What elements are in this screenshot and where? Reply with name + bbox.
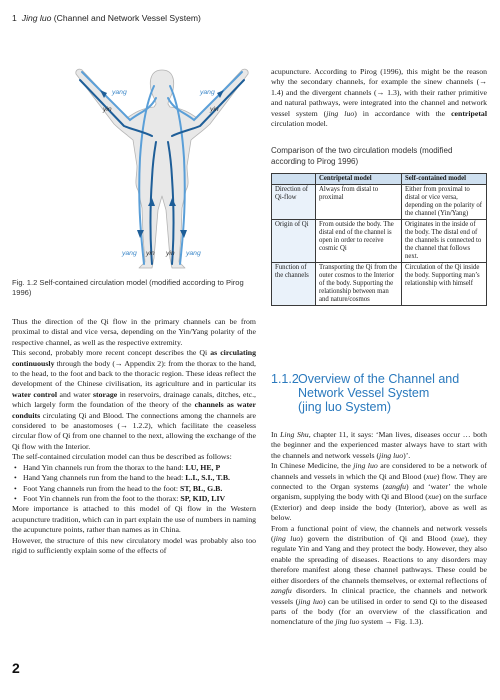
table-row — [272, 185, 487, 220]
list-item: • Hand Yin channels run from the thorax to the hand: LU, HE, P — [12, 463, 256, 473]
right-column-body — [271, 430, 487, 628]
chapter-title-rest: (Channel and Network Vessel System) — [53, 13, 201, 23]
section-heading-line2: Network Vessel System — [298, 386, 430, 400]
list-item: • Foot Yin channels run from the foot to the thorax: SP, KID, LIV — [12, 494, 256, 504]
left-column — [12, 317, 256, 556]
paragraph: From a functional point of view, the channels and network vessels (jing luo) govern the distribution of Qi and Blood (xue), they regulate Yin and Yang and they protect the body. However, they also enable the spreading of diseases. Reactions to any disorders may therefore manifest along these channel pathways. These could be either disorders of the channels themselves, or external reflections of zangfu disorders. In clinical practice, the channels and network vessels (jing luo) can be utilised in order to send Qi to the diseased parts of the body (for an overview of the classification and nomenclature of the jing luo system → Fig. 1.3). — [271, 523, 488, 627]
paragraph: Thus the direction of the Qi flow in the primary channels can be from proximal to distal and vice versa, depending on the Yin/Yang polarity of the respective channel, as well as the respective extremity. — [12, 317, 256, 347]
section-heading-line1: 1.1.2Overview of the Channel and — [271, 372, 460, 386]
label-yin-left: yin — [103, 106, 112, 113]
body-channel-diagram — [60, 58, 265, 273]
table-cell: Always from distal to proximal — [316, 185, 402, 220]
label-yang-right: yang — [200, 89, 215, 96]
section-heading-line3: (jing luo System) — [298, 400, 392, 414]
table-row-header: Function of the channels — [272, 263, 316, 306]
table-cell: Circulation of the Qi inside the body. Supporting man’s relationship with himself — [402, 263, 487, 306]
table-cell: Transporting the Qi from the outer cosmos to the Interior of the body. Supporting the relationship between man and nature/cosmos — [316, 263, 402, 306]
table-header-cell: Centripetal model — [316, 174, 402, 185]
figure-caption: Fig. 1.2 Self-contained circulation model (modified according to Pirog 1996) — [12, 278, 244, 297]
label-yin-right: yin — [210, 106, 219, 113]
circulation-figure — [60, 58, 265, 273]
table-header-row — [272, 174, 487, 185]
paragraph: However, the structure of this new circulatory model was probably also too rigid to sufficiently explain some of the effects of — [12, 535, 256, 555]
section-heading — [271, 372, 487, 414]
table-caption: Comparison of the two circulation models (modified according to Pirog 1996) — [271, 146, 453, 166]
running-head — [12, 13, 201, 23]
list-item: • Hand Yang channels run from the hand to the head: L.I., S.I., T.B. — [12, 473, 256, 483]
chapter-title-italic: Jing luo — [21, 13, 52, 23]
body-silhouette — [76, 69, 248, 268]
paragraph: The self-contained circulation model can thus be described as follows: — [12, 452, 232, 462]
table-row — [272, 220, 487, 263]
section-number: 1.1.2 — [271, 372, 299, 386]
label-yang-left: yang — [112, 89, 127, 96]
table-cell: From outside the body. The distal end of the channel is open in order to receive cosmic Qi — [316, 220, 402, 263]
page-number: 2 — [12, 660, 20, 676]
label-yang-foot-left: yang — [122, 250, 137, 257]
table-header-cell — [272, 174, 316, 185]
label-yin-foot-right: yin — [166, 250, 175, 257]
table-row-header: Direction of Qi-flow — [272, 185, 316, 220]
table-row — [272, 263, 487, 306]
label-yin-foot-left: yin — [146, 250, 155, 257]
paragraph: This second, probably more recent concept describes the Qi as circulating continuously through the body (→ Appendix 2): from the thorax to the hand, to the head, to the foot and back to the thoracic region. These ideas reflect the development of the Chinese civilisation, its agriculture and in particular its water control and water storage in reservoirs, drainage canals, ditches, etc., which largely form the foundation of the theory of the channels as water conduits circulating Qi and Blood. The connections among the channels are considered to be anastomoses (→ 1.2.2), which facilitate the ceaseless circular flow of Qi from one channel to the next, allowing the exchange of the Qi flow with the Interior. — [12, 348, 257, 451]
list-item: • Foot Yang channels run from the head to the foot: ST, BL, G.B. — [12, 484, 256, 494]
paragraph: In Ling Shu, chapter 11, it says: ‘Man lives, diseases occur … both the beginner and the experienced master always have to start with the channels and network vessels (jing luo)’. — [271, 430, 487, 460]
label-yang-foot-right: yang — [186, 250, 201, 257]
human-figure-outline — [76, 69, 248, 268]
paragraph: acupuncture. According to Pirog (1996), this might be the reason why the secondary channels, for example the sinew channels (→ 1.4) and the divergent channels (→ 1.3), with their rather primitive and natural pathways, were integrated into the channel and network vessel system (jing luo) in accordance with the centripetal circulation model. — [271, 67, 488, 129]
table-cell: Originates in the inside of the body. The distal end of the channels is connected to the channel that follows next. — [402, 220, 487, 263]
paragraph: In Chinese Medicine, the jing luo are considered to be a network of channels and vessels in which the Qi and Blood (xue) flow. They are connected to the Organ systems (zangfu) and ‘water’ the whole organism, supplying the body with Qi and Blood (xue) on the surface (Exterior) and deep inside the body (Interior), above as well as below. — [271, 461, 488, 523]
paragraph: More importance is attached to this model of Qi flow in the Western acupuncture tradition, which can in part explain the use of numbers in naming the acupuncture points, rather than names as in China. — [12, 504, 256, 535]
comparison-table — [271, 173, 487, 306]
table-header-cell: Self-contained model — [402, 174, 487, 185]
chapter-number: 1 — [12, 13, 17, 23]
right-column-top — [271, 67, 487, 129]
channel-bullet-list — [12, 463, 256, 505]
table-cell: Either from proximal to distal or vice versa, depending on the polarity of the channel (Yin/Yang) — [402, 185, 487, 220]
table-row-header: Origin of Qi — [272, 220, 316, 263]
